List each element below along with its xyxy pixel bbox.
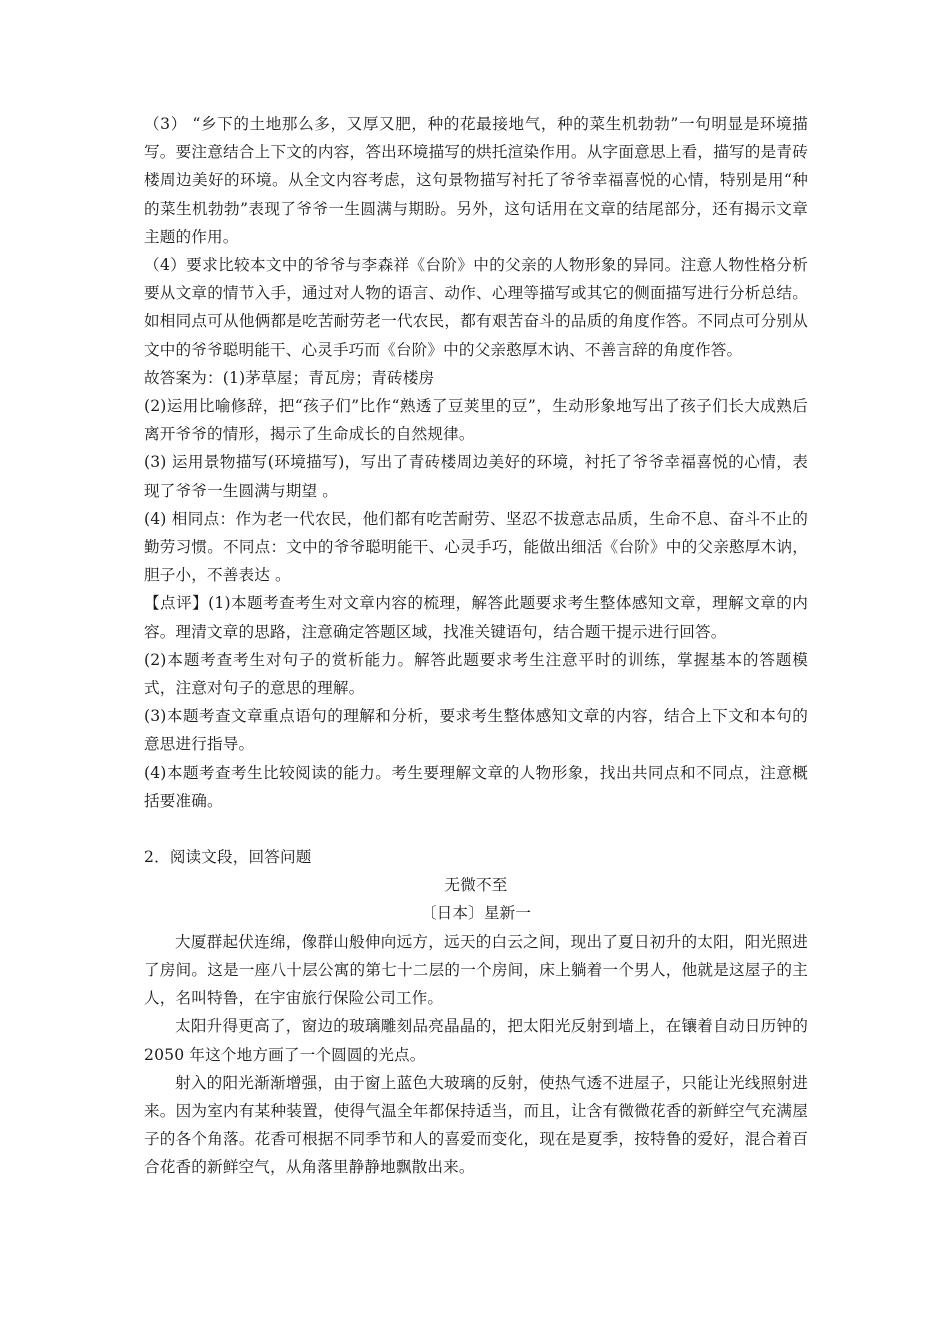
answer-line-3: (3) 运用景物描写(环境描写)，写出了青砖楼周边美好的环境，衬托了爷爷幸福喜悦的心情，表现了爷爷一生圆满与期望 。	[144, 453, 808, 500]
comment-paragraph-3: (3)本题考查文章重点语句的理解和分析，要求考生整体感知文章的内容，结合上下文和本句的意思进行指导。	[144, 707, 808, 754]
comment-paragraph-1: 【点评】(1)本题考查考生对文章内容的梳理，解答此题要求考生整体感知文章，理解文章的内容。理清文章的思路，注意确定答题区域，找准关键语句，结合题干提示进行回答。	[144, 594, 808, 641]
analysis-paragraph-3: （3） “乡下的土地那么多，又厚又肥，种的花最接地气，种的菜生机勃勃”一句明显是环境描写。要注意结合上下文的内容，答出环境描写的烘托渲染作用。从字面意思上看，描写的是青砖楼周边美好的环境。从全文内容考虑，这句景物描写衬托了爷爷幸福喜悦的心情，特别是用“种的菜生机勃勃”表现了爷爷一生圆满与期盼。另外，这句话用在文章的结尾部分，还有揭示文章主题的作用。	[144, 115, 808, 246]
answer-line-1: 故答案为：(1)茅草屋；青瓦房；青砖楼房	[144, 368, 435, 387]
story-paragraph-3: 射入的阳光渐渐增强，由于窗上蓝色大玻璃的反射，使热气透不进屋子，只能让光线照射进来。因为室内有某种装置，使得气温全年都保持适当，而且，让含有微微花香的新鲜空气充满屋子的各个角落。花香可根据不同季节和人的喜爱而变化，现在是夏季，按特鲁的爱好，混合着百合花香的新鲜空气，从角落里静静地飘散出来。	[144, 1073, 808, 1177]
answer-line-4: (4) 相同点：作为老一代农民，他们都有吃苦耐劳、坚忍不拔意志品质，生命不息、奋斗不止的勤劳习惯。不同点：文中的爷爷聪明能干、心灵手巧，能做出细活《台阶》中的父亲憨厚木讷，胆子小，不善表达 。	[144, 509, 808, 585]
answer-line-2: (2)运用比喻修辞，把“孩子们”比作“熟透了豆荚里的豆”，生动形象地写出了孩子们长大成熟后离开爷爷的情形，揭示了生命成长的自然规律。	[144, 397, 808, 444]
section-gap	[144, 815, 808, 843]
analysis-paragraph-4: （4）要求比较本文中的爷爷与李森祥《台阶》中的父亲的人物形象的异同。注意人物性格分析要从文章的情节入手，通过对人物的语言、动作、心理等描写或其它的侧面描写进行分析总结。如相同点可从他俩都是吃苦耐劳老一代农民，都有艰苦奋斗的品质的角度作答。不同点可分别从文中的爷爷聪明能干、心灵手巧而《台阶》中的父亲憨厚木讷、不善言辞的角度作答。	[144, 256, 808, 359]
comment-paragraph-4: (4)本题考查考生比较阅读的能力。考生要理解文章的人物形象，找出共同点和不同点，注意概括要准确。	[144, 763, 808, 810]
story-author: 〔日本〕星新一	[420, 904, 532, 923]
document-page	[144, 110, 808, 1182]
story-paragraph-1: 大厦群起伏连绵，像群山般伸向远方，远天的白云之间，现出了夏日初升的太阳，阳光照进了房间。这是一座八十层公寓的第七十二层的一个房间，床上躺着一个男人，他就是这屋子的主人，名叫特鲁，在宇宙旅行保险公司工作。	[144, 932, 808, 1008]
question-2-heading: 2．阅读文段，回答问题	[144, 848, 312, 867]
comment-paragraph-2: (2)本题考查考生对句子的赏析能力。解答此题要求考生注意平时的训练，掌握基本的答题模式，注意对句子的意思的理解。	[144, 650, 808, 698]
story-paragraph-2: 太阳升得更高了，窗边的玻璃雕刻品亮晶晶的，把太阳光反射到墙上，在镶着自动日历钟的 2050 年这个地方画了一个圆圆的光点。	[144, 1017, 808, 1064]
story-title: 无微不至	[444, 876, 508, 895]
